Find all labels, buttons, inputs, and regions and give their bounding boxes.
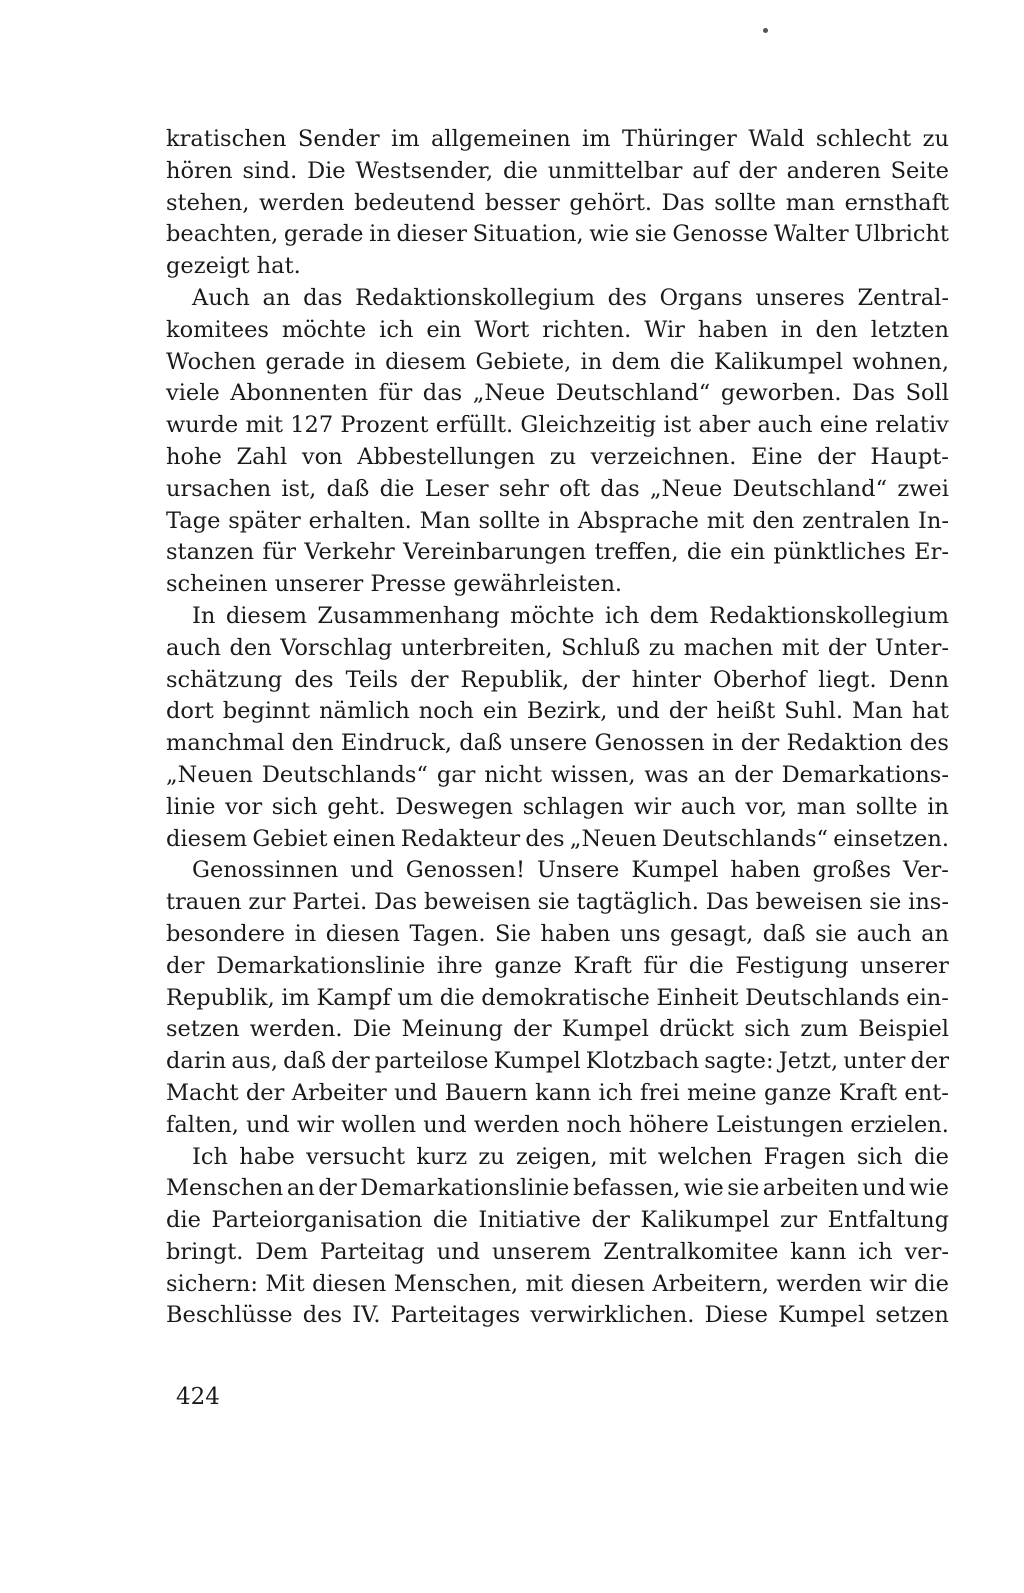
text-line: „Neuen Deutschlands“ gar nicht wissen, was an der Demarkations- xyxy=(166,761,949,788)
text-line: Macht der Arbeiter und Bauern kann ich frei meine ganze Kraft ent- xyxy=(166,1079,949,1106)
text-line: scheinen unserer Presse gewährleisten. xyxy=(166,571,623,598)
text-line: gezeigt hat. xyxy=(166,253,301,280)
text-line: diesem Gebiet einen Redakteur des „Neuen Deutschlands“ einsetzen. xyxy=(166,825,949,852)
text-line: stehen, werden bedeutend besser gehört. Das sollte man ernsthaft xyxy=(166,189,949,216)
text-line: Auch an das Redaktionskollegium des Organs unseres Zentral- xyxy=(192,284,949,311)
text-line: dort beginnt nämlich noch ein Bezirk, und der heißt Suhl. Man hat xyxy=(166,698,949,725)
text-line: bringt. Dem Parteitag und unserem Zentralkomitee kann ich ver- xyxy=(166,1238,949,1265)
text-line: ursachen ist, daß die Leser sehr oft das „Neue Deutschland“ zwei xyxy=(166,475,949,502)
text-line: manchmal den Eindruck, daß unsere Genossen in der Redaktion des xyxy=(166,730,949,757)
text-line: Genossinnen und Genossen! Unsere Kumpel haben großes Ver- xyxy=(192,857,949,884)
text-line: Tage später erhalten. Man sollte in Absprache mit den zentralen In- xyxy=(166,507,949,534)
text-line: viele Abonnenten für das „Neue Deutschland“ geworben. Das Soll xyxy=(166,380,949,407)
print-speck xyxy=(763,28,768,33)
text-line: beachten, gerade in dieser Situation, wie sie Genosse Walter Ulbricht xyxy=(166,221,949,248)
body-text xyxy=(166,124,949,1332)
text-line: die Parteiorganisation die Initiative der Kalikumpel zur Entfaltung xyxy=(166,1207,949,1234)
text-line: komitees möchte ich ein Wort richten. Wir haben in den letzten xyxy=(166,316,949,343)
text-line: Wochen gerade in diesem Gebiete, in dem die Kalikumpel wohnen, xyxy=(166,348,949,375)
page-number: 424 xyxy=(176,1384,220,1410)
text-line: besondere in diesen Tagen. Sie haben uns gesagt, daß sie auch an xyxy=(166,920,949,947)
text-line: setzen werden. Die Meinung der Kumpel drückt sich zum Beispiel xyxy=(166,1016,949,1043)
text-line: schätzung des Teils der Republik, der hinter Oberhof liegt. Denn xyxy=(166,666,949,693)
text-line: linie vor sich geht. Deswegen schlagen wir auch vor, man sollte in xyxy=(166,793,949,820)
text-line: trauen zur Partei. Das beweisen sie tagtäglich. Das beweisen sie ins- xyxy=(166,889,949,916)
text-line: darin aus, daß der parteilose Kumpel Klotzbach sagte: Jetzt, unter der xyxy=(166,1048,949,1075)
text-line: wurde mit 127 Prozent erfüllt. Gleichzeitig ist aber auch eine relativ xyxy=(166,412,949,439)
text-line: sichern: Mit diesen Menschen, mit diesen Arbeitern, werden wir die xyxy=(166,1270,949,1297)
text-line: falten, und wir wollen und werden noch höhere Leistungen erzielen. xyxy=(166,1111,949,1138)
text-line: Beschlüsse des IV. Parteitages verwirklichen. Diese Kumpel setzen xyxy=(166,1302,949,1329)
text-line: hören sind. Die Westsender, die unmittelbar auf der anderen Seite xyxy=(166,157,949,184)
text-line: der Demarkationslinie ihre ganze Kraft für die Festigung unserer xyxy=(166,952,949,979)
text-line: In diesem Zusammenhang möchte ich dem Redaktionskollegium xyxy=(192,602,949,629)
text-line: Menschen an der Demarkationslinie befassen, wie sie arbeiten und wie xyxy=(166,1175,949,1202)
text-line: Ich habe versucht kurz zu zeigen, mit welchen Fragen sich die xyxy=(192,1143,949,1170)
text-line: Republik, im Kampf um die demokratische Einheit Deutschlands ein- xyxy=(166,984,949,1011)
text-line: stanzen für Verkehr Vereinbarungen treffen, die ein pünktliches Er- xyxy=(166,539,949,566)
text-line: hohe Zahl von Abbestellungen zu verzeichnen. Eine der Haupt- xyxy=(166,443,949,470)
text-line: auch den Vorschlag unterbreiten, Schluß zu machen mit der Unter- xyxy=(166,634,949,661)
text-line: kratischen Sender im allgemeinen im Thüringer Wald schlecht zu xyxy=(166,126,949,152)
